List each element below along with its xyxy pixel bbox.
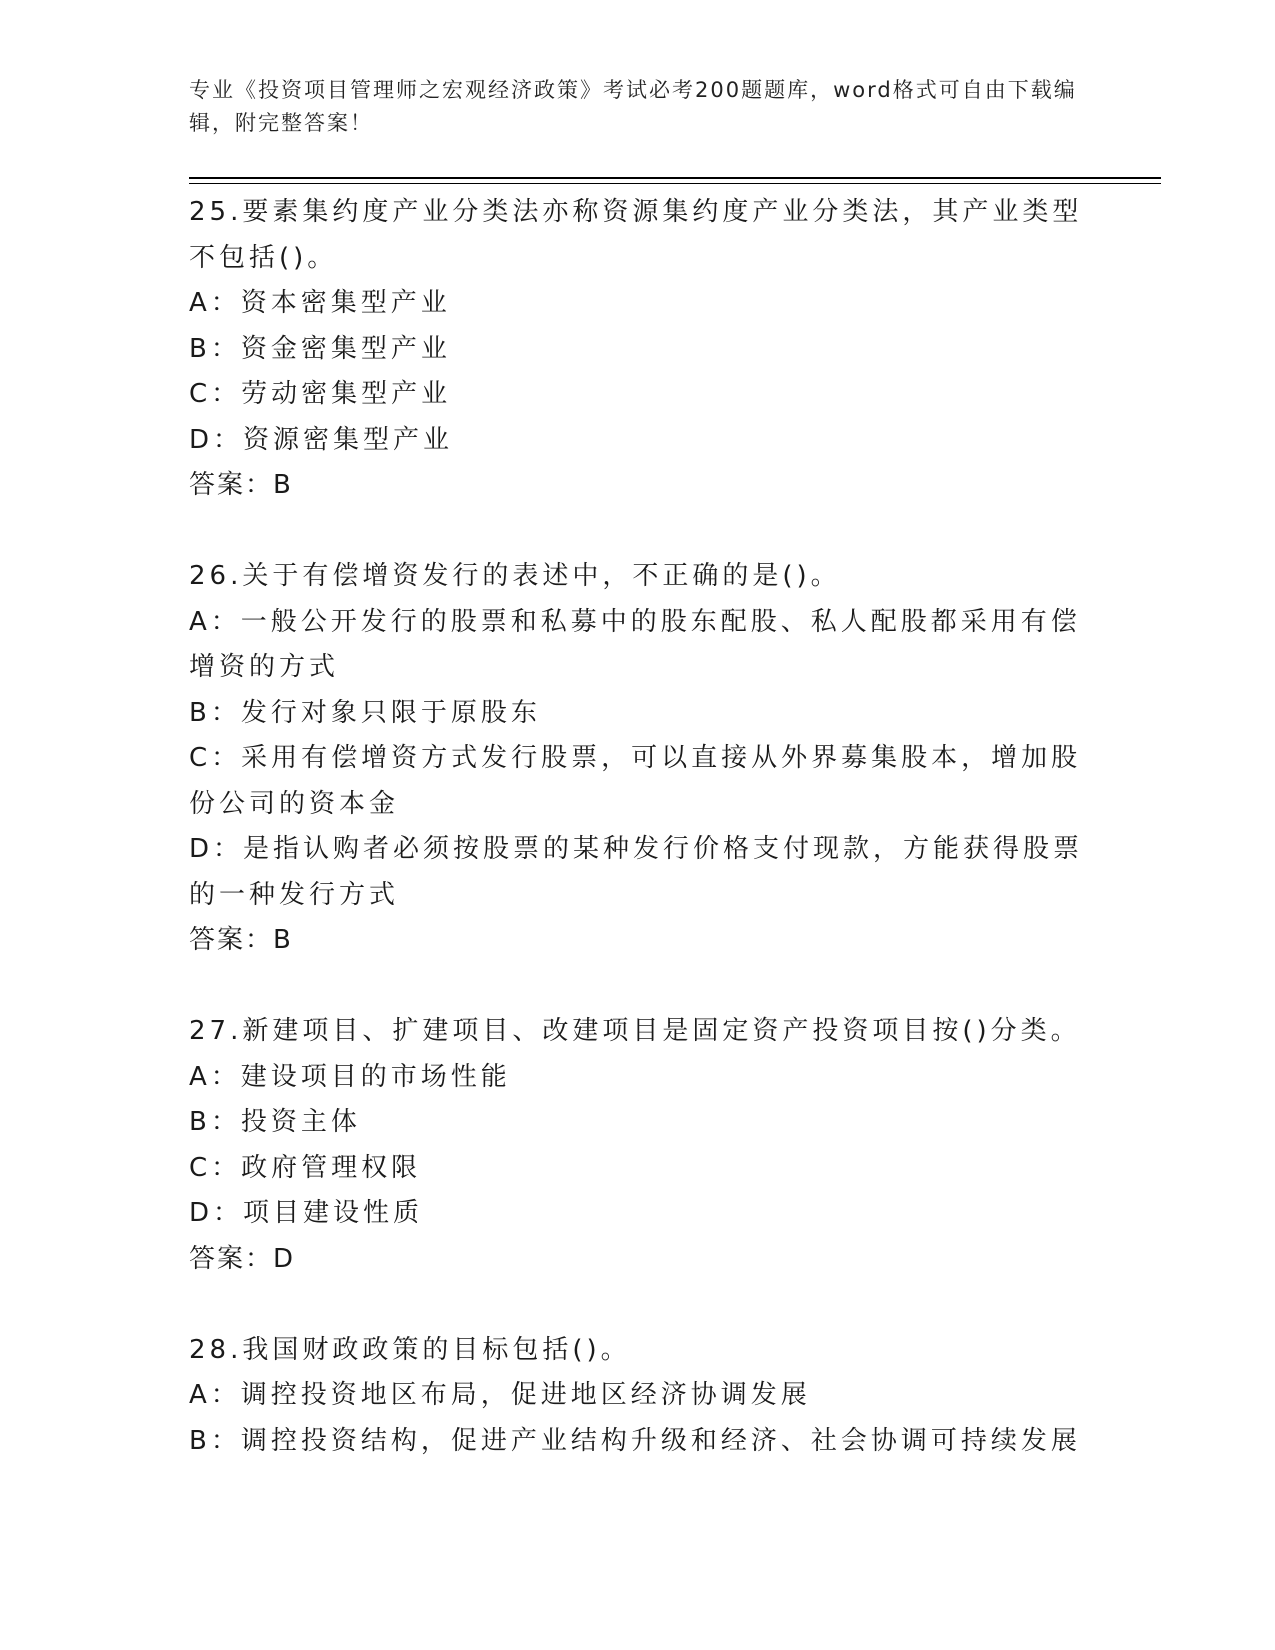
option-c: C：采用有偿增资方式发行股票，可以直接从外界募集股本，增加股份公司的资本金 [189,743,1082,819]
option-c: C：政府管理权限 [189,1152,422,1183]
question-stem: 27.新建项目、扩建项目、改建项目是固定资产投资项目按()分类。 [189,1016,1081,1046]
option-d: D：资源密集型产业 [189,424,454,455]
option-d: D：项目建设性质 [189,1198,424,1228]
answer-line: 答案：B [189,925,293,955]
answer-line: 答案：D [189,1243,296,1274]
document-header: 专业《投资项目管理师之宏观经济政策》考试必考200题题库，word格式可自由下载编辑，附完整答案！ [189,78,1077,135]
option-b: B：资金密集型产业 [189,333,451,364]
question-26 [189,554,1089,964]
option-b: B：发行对象只限于原股东 [189,697,541,728]
option-b: B：调控投资结构，促进产业结构升级和经济、社会协调可持续发展 [189,1425,1081,1456]
question-stem: 28.我国财政政策的目标包括()。 [189,1334,631,1365]
option-a: A：资本密集型产业 [189,288,451,318]
option-c: C：劳动密集型产业 [189,379,452,409]
question-stem: 26.关于有偿增资发行的表述中，不正确的是()。 [189,561,841,591]
header-divider-thick [189,177,1161,179]
option-a: A：建设项目的市场性能 [189,1061,511,1092]
question-stem: 25.要素集约度产业分类法亦称资源集约度产业分类法，其产业类型不包括()。 [189,197,1083,273]
option-d: D：是指认购者必须按股票的某种发行价格支付现款，方能获得股票的一种发行方式 [189,834,1084,910]
option-a: A：调控投资地区布局，促进地区经济协调发展 [189,1380,811,1410]
question-28 [189,1328,1089,1465]
header-divider-thin [189,183,1161,184]
option-b: B：投资主体 [189,1107,361,1137]
option-a: A：一般公开发行的股票和私募中的股东配股、私人配股都采用有偿增资的方式 [189,606,1081,682]
question-27 [189,1009,1089,1282]
question-list [189,190,1089,1510]
answer-line: 答案：B [189,470,293,500]
question-25 [189,190,1089,509]
